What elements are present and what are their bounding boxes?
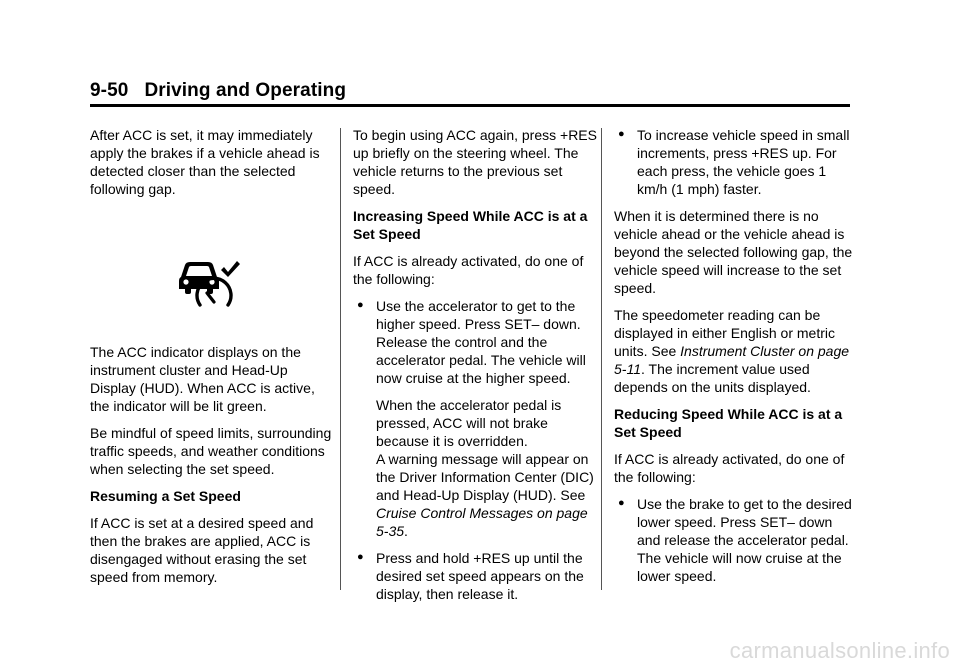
list-item bbox=[614, 126, 858, 198]
paragraph: If ACC is already activated, do one of the following: bbox=[614, 451, 845, 485]
section-title: Driving and Operating bbox=[144, 80, 347, 101]
bullet-list bbox=[614, 126, 858, 198]
section-heading: Increasing Speed While ACC is at a Set Speed bbox=[353, 208, 588, 242]
list-item bbox=[614, 495, 858, 585]
page-number: 9-50 bbox=[90, 80, 129, 101]
icon-container bbox=[90, 207, 334, 343]
section-heading: Reducing Speed While ACC is at a Set Speed bbox=[614, 406, 843, 440]
paragraph: If ACC is set at a desired speed and then the brakes are applied, ACC is disengaged without erasing the set speed from memory. bbox=[90, 515, 314, 585]
acc-indicator-icon bbox=[178, 255, 240, 307]
section-heading: Resuming a Set Speed bbox=[90, 488, 241, 504]
paragraph: After ACC is set, it may immediately apply the brakes if a vehicle ahead is detected closer than the selected following gap. bbox=[90, 127, 320, 197]
paragraph: The speedometer reading can be displayed in either English or metric units. See Instrument Cluster on page 5-11. The increment value used depends on the units displayed. bbox=[614, 307, 850, 395]
column-divider bbox=[340, 128, 341, 590]
list-item-text: Press and hold +RES up until the desired set speed appears on the display, then release it. bbox=[376, 550, 584, 602]
paragraph: When it is determined there is no vehicle ahead or the vehicle ahead is beyond the selected following gap, the vehicle speed will increase to the set speed. bbox=[614, 208, 853, 296]
bullet-icon: ● bbox=[618, 497, 625, 509]
bullet-icon: ● bbox=[357, 299, 364, 311]
bullet-icon: ● bbox=[357, 551, 364, 563]
column-1 bbox=[90, 126, 334, 595]
column-3 bbox=[614, 126, 858, 594]
list-item-text: To increase vehicle speed in small increments, press +RES up. For each press, the vehicle goes 1 km/h (1 mph) faster. bbox=[637, 127, 850, 197]
cross-reference-link[interactable]: Instrument Cluster on page 5-11 bbox=[614, 343, 850, 377]
list-item bbox=[353, 549, 597, 603]
list-item-subtext: When the accelerator pedal is pressed, ACC will not brake because it is overridden. A warning message will appear on the Driver Information Center (DIC) and Head-Up Display (HUD). See Cruise Control Messages on page 5-35. bbox=[376, 397, 594, 539]
list-item-text: Use the brake to get to the desired lower speed. Press SET– down and release the accelerator pedal. The vehicle will now cruise at the lower speed. bbox=[637, 496, 852, 584]
bullet-list bbox=[614, 495, 858, 585]
list-item bbox=[353, 297, 597, 540]
cross-reference-link[interactable]: Cruise Control Messages on page 5-35 bbox=[376, 505, 588, 539]
paragraph: To begin using ACC again, press +RES up briefly on the steering wheel. The vehicle returns to the previous set speed. bbox=[353, 127, 597, 197]
bullet-icon: ● bbox=[618, 128, 625, 140]
watermark: carmanualsonline.info bbox=[729, 638, 950, 663]
bullet-list bbox=[353, 297, 597, 603]
column-divider bbox=[601, 128, 602, 590]
list-item-text: Use the accelerator to get to the higher speed. Press SET– down. Release the control and the accelerator pedal. The vehicle will now cruise at the higher speed. bbox=[376, 298, 586, 386]
paragraph: If ACC is already activated, do one of the following: bbox=[353, 253, 584, 287]
paragraph: Be mindful of speed limits, surrounding traffic speeds, and weather conditions when selecting the set speed. bbox=[90, 425, 332, 477]
header-rule bbox=[90, 104, 850, 107]
page-header bbox=[90, 80, 346, 102]
column-2 bbox=[353, 126, 597, 612]
paragraph: The ACC indicator displays on the instrument cluster and Head-Up Display (HUD). When ACC is active, the indicator will be lit green. bbox=[90, 344, 315, 414]
